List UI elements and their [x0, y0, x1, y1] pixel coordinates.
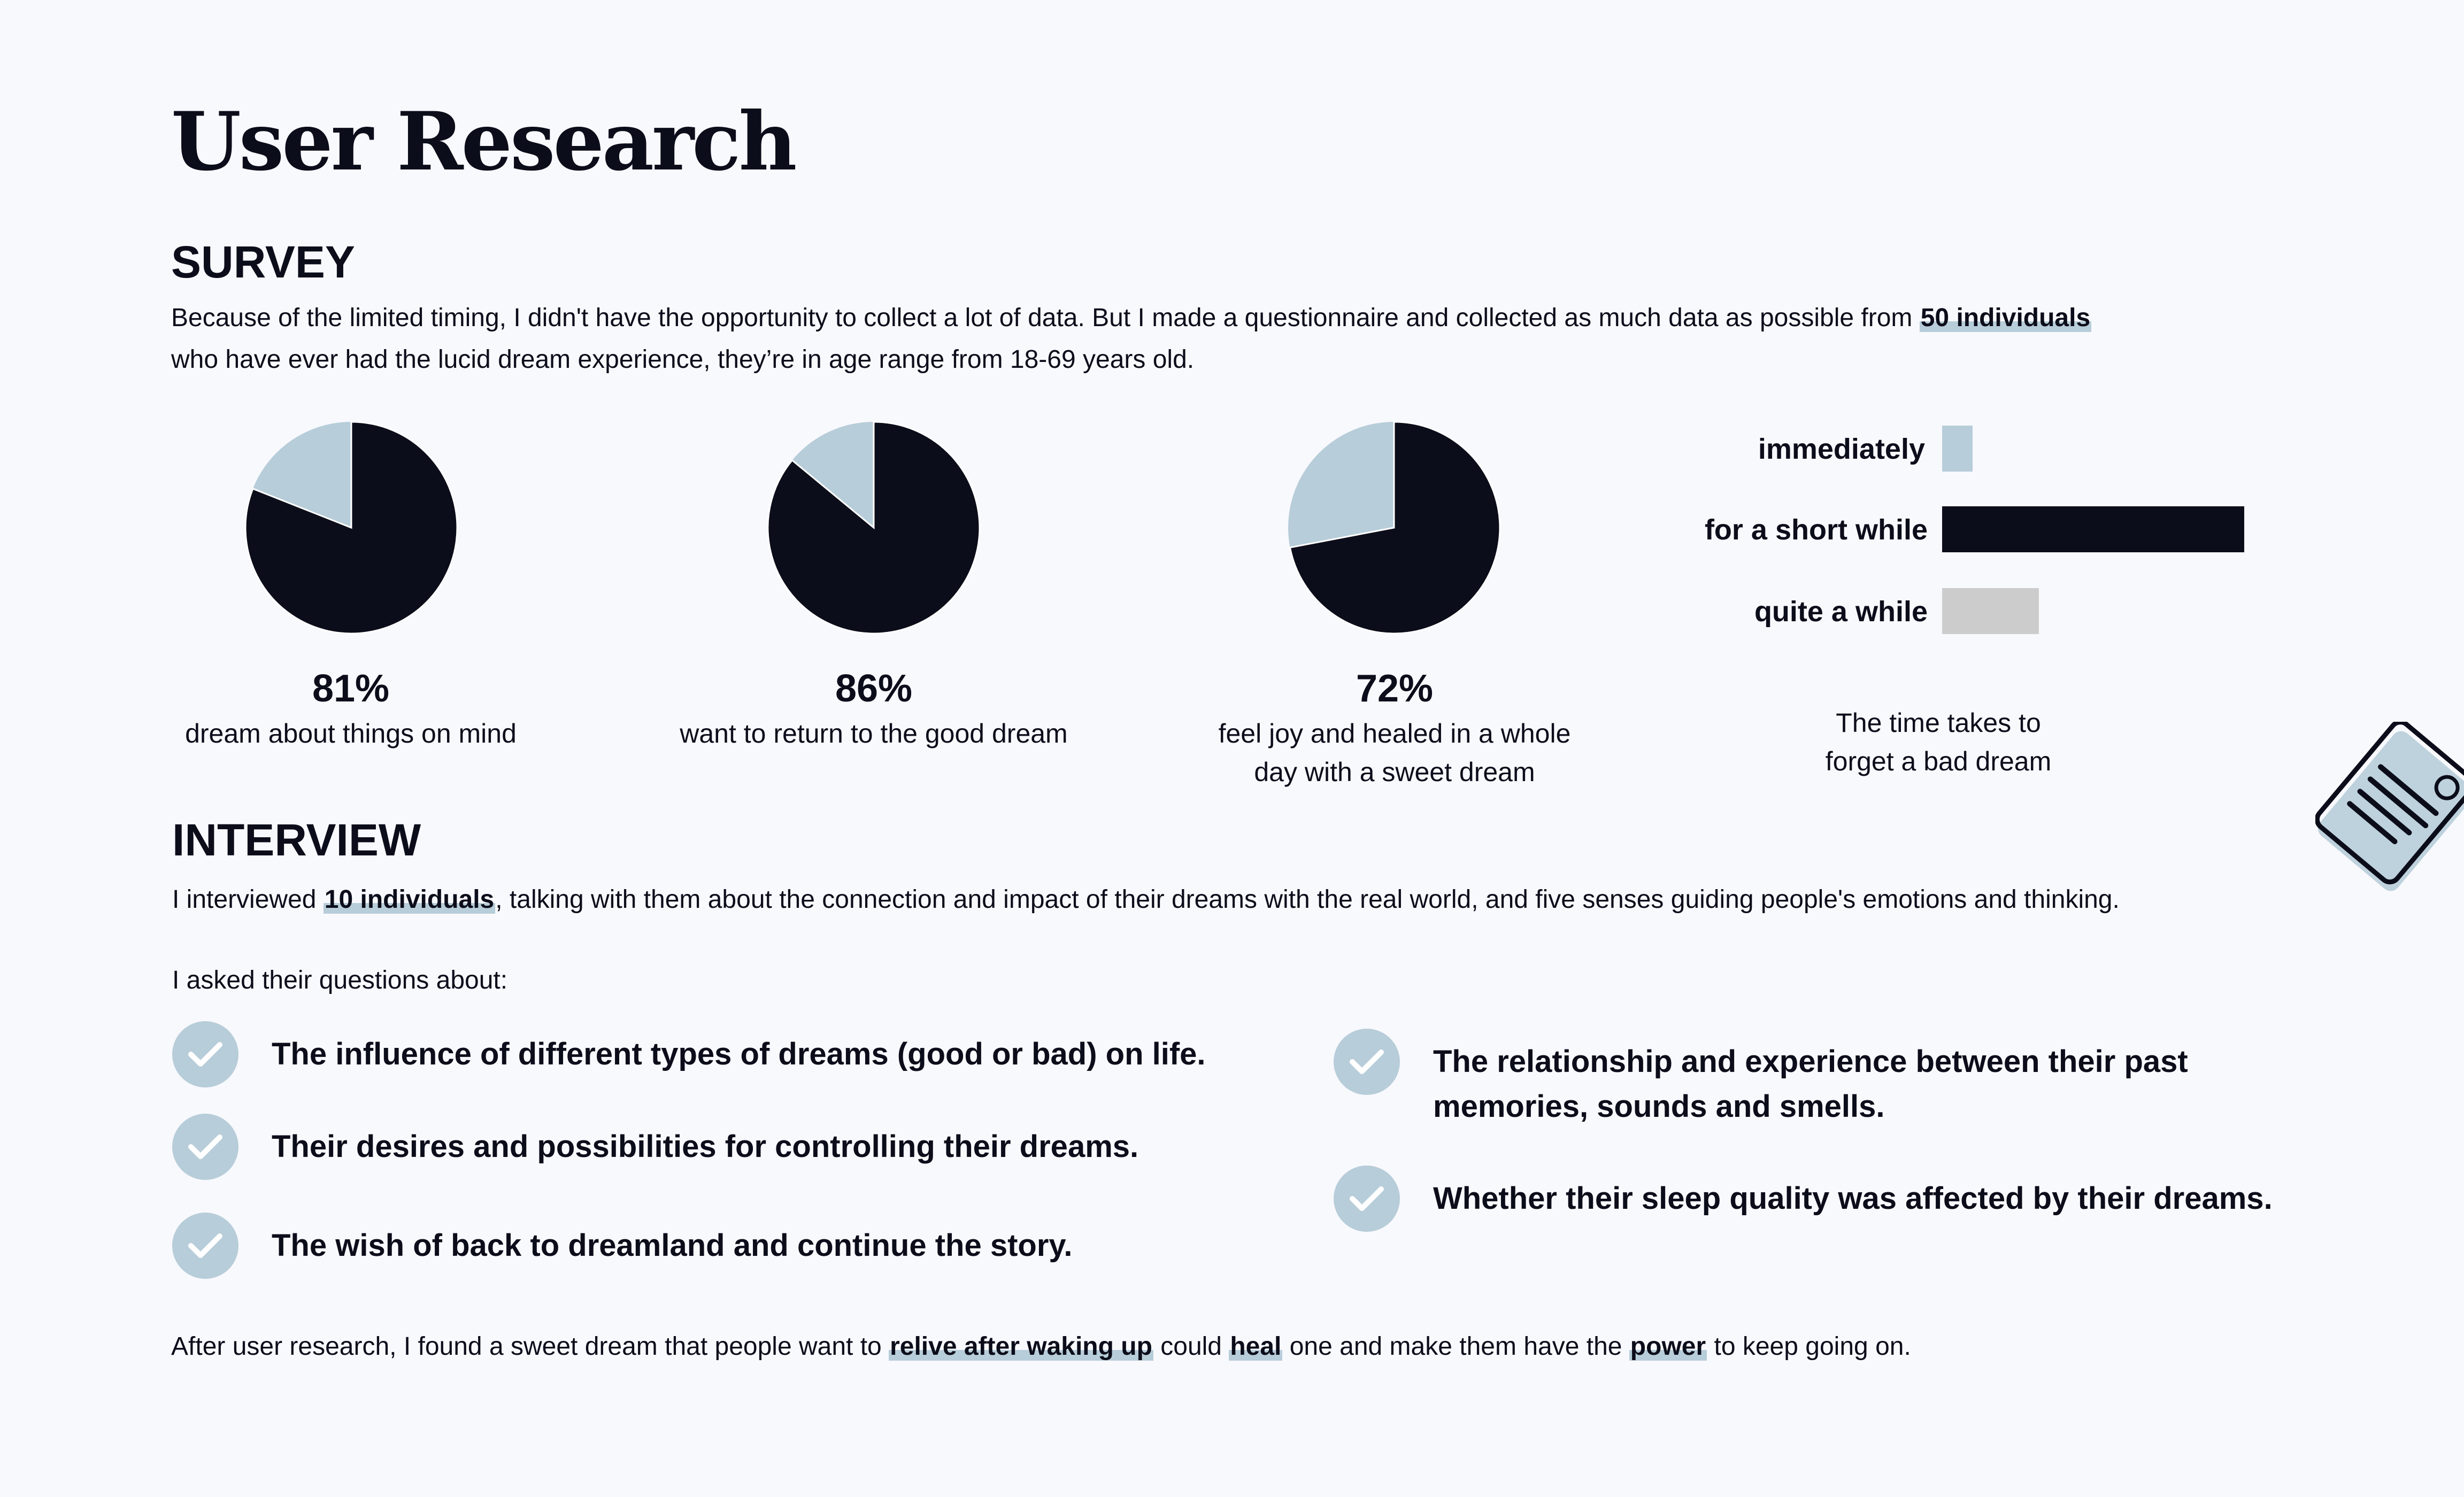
conclusion-text-3: one and make them have the: [1282, 1332, 1629, 1361]
pie-3-caption: [1181, 714, 1608, 791]
asked-text: I asked their questions about:: [172, 966, 508, 994]
interview-heading: INTERVIEW: [172, 815, 421, 865]
bars-caption: [1778, 704, 2099, 781]
bar-short-while: [1942, 506, 2244, 552]
question-left-1: The influence of different types of dreams (good or bad) on life.: [272, 1037, 1206, 1071]
conclusion-text-1: After user research, I found a sweet dream that people want to: [171, 1332, 889, 1361]
pie-3-percent: 72%: [1356, 667, 1434, 710]
pie-3-caption-line-1: feel joy and healed in a whole: [1218, 719, 1571, 749]
question-right-1-line-1: The relationship and experience between their past: [1433, 1044, 2188, 1079]
bar-label-short-while: for a short while: [1704, 514, 1928, 546]
pie-chart-2: [766, 420, 982, 636]
conclusion-text-2: could: [1153, 1332, 1229, 1361]
interview-intro-text-2: , talking with them about the connection and impact of their dreams with the real world, and five senses guiding people's emotions and thinking.: [495, 885, 2120, 914]
question-left-3: The wish of back to dreamland and continue the story.: [272, 1228, 1073, 1263]
interview-intro: [172, 879, 2418, 921]
highlight-relive: relive after waking up: [890, 1332, 1152, 1361]
interview-intro-text: I interviewed: [172, 885, 324, 914]
highlight-heal: heal: [1230, 1332, 1282, 1361]
bars-caption-line-1: The time takes to: [1836, 708, 2041, 738]
check-icon: [1334, 1029, 1400, 1095]
pie-3-caption-line-2: day with a sweet dream: [1254, 757, 1535, 787]
conclusion: [171, 1326, 2417, 1368]
pie-chart-3: [1286, 420, 1503, 636]
survey-highlight-50-individuals: 50 individuals: [1920, 304, 2091, 332]
highlight-power: power: [1630, 1332, 1706, 1361]
survey-intro-text-2: who have ever had the lucid dream experience, they’re in age range from 18-69 years old.: [171, 345, 1195, 374]
bars-caption-line-2: forget a bad dream: [1825, 746, 2052, 776]
pie-3-legend: [1181, 669, 1608, 791]
bar-label-quite-while: quite a while: [1754, 596, 1928, 628]
question-right-1: [1433, 1039, 2188, 1129]
conclusion-text-4: to keep going on.: [1707, 1332, 1911, 1361]
pie-2-percent: 86%: [835, 667, 913, 710]
bar-immediately: [1942, 426, 1973, 472]
survey-heading: SURVEY: [171, 237, 355, 287]
check-icon: [172, 1213, 238, 1279]
check-icon: [172, 1114, 238, 1180]
question-right-2: Whether their sleep quality was affected by their dreams.: [1433, 1181, 2273, 1216]
bar-quite-while: [1942, 588, 2039, 634]
check-icon: [172, 1021, 238, 1087]
bar-label-immediately: immediately: [1758, 433, 1925, 465]
pie-chart-1: [243, 420, 460, 636]
pie-2-caption: want to return to the good dream: [680, 719, 1068, 749]
pie-2-legend: [660, 669, 1088, 753]
pie-1-legend: [137, 669, 565, 753]
question-right-1-line-2: memories, sounds and smells.: [1433, 1089, 1885, 1124]
question-left-2: Their desires and possibilities for controlling their dreams.: [272, 1129, 1139, 1164]
check-icon: [1334, 1166, 1400, 1232]
pie-1-caption: dream about things on mind: [185, 719, 517, 749]
interview-highlight-10-individuals: 10 individuals: [324, 885, 495, 914]
survey-intro-text: Because of the limited timing, I didn't have the opportunity to collect a lot of data. But I made a questionnaire and collected as much data as possible from: [171, 304, 1920, 332]
page-title: User Research: [171, 95, 795, 189]
survey-intro: [171, 297, 2310, 381]
pie-1-percent: 81%: [312, 667, 390, 710]
